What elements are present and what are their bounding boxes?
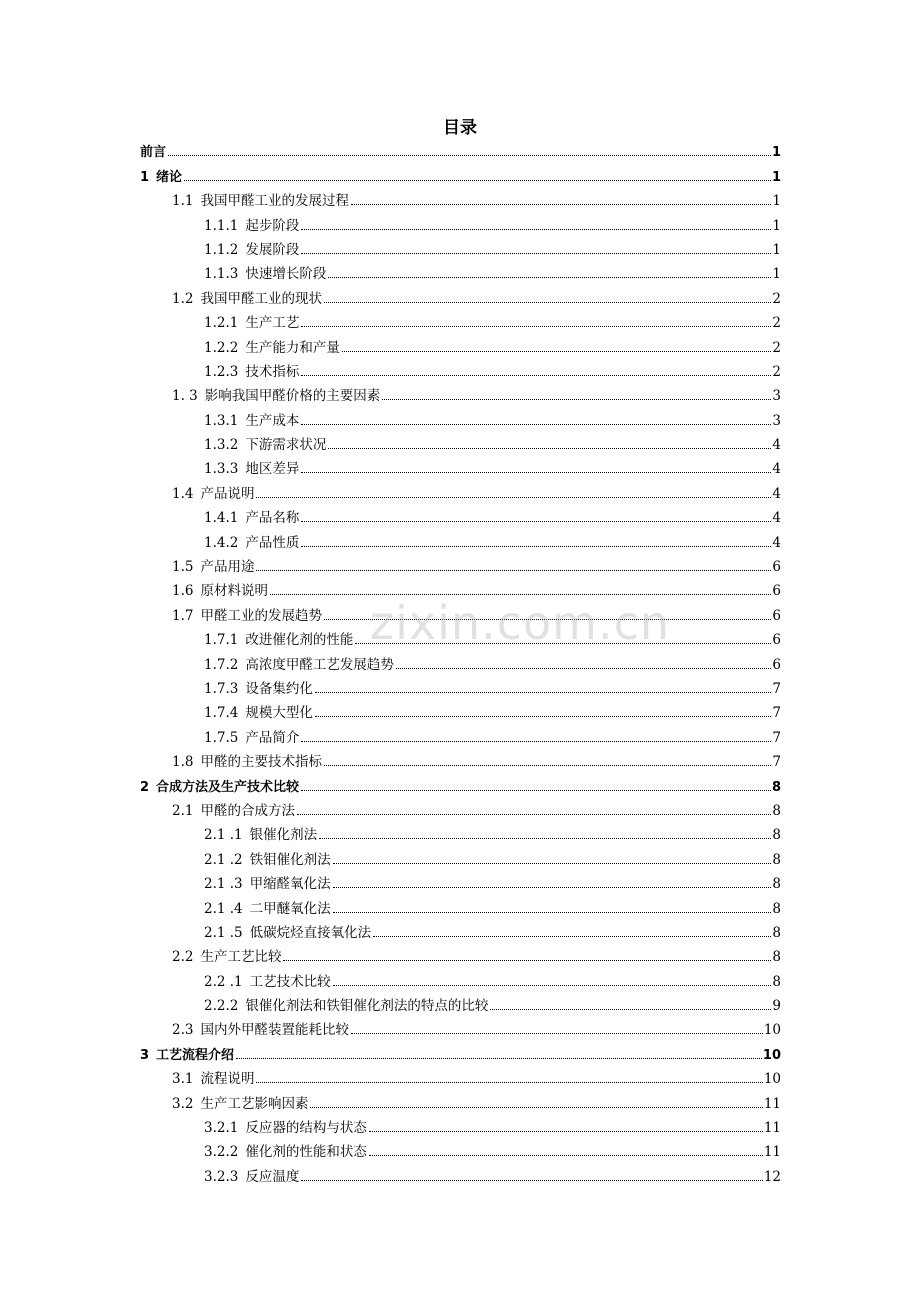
dot-leader bbox=[351, 1032, 763, 1034]
toc-entry-title: 甲醛的主要技术指标 bbox=[200, 754, 322, 771]
dot-leader bbox=[328, 276, 771, 278]
toc-entry-title: 产品说明 bbox=[200, 485, 255, 502]
toc-entry-title: 国内外甲醛装置能耗比较 bbox=[200, 1022, 349, 1039]
toc-entry-title: 生产成本 bbox=[245, 412, 300, 429]
toc-entry-number: 1.4.1 bbox=[204, 510, 239, 527]
toc-entry-page: 8 bbox=[772, 802, 781, 819]
toc-entry[interactable] bbox=[140, 331, 781, 355]
toc-entry-number: 1.7.1 bbox=[204, 632, 239, 649]
toc-entry-page: 6 bbox=[772, 656, 781, 673]
toc-entry-number: 1.4.2 bbox=[204, 534, 239, 551]
dot-leader bbox=[184, 179, 771, 181]
dot-leader bbox=[297, 813, 771, 815]
dot-leader bbox=[333, 862, 772, 864]
toc-entry-title: 反应器的结构与状态 bbox=[245, 1120, 367, 1137]
dot-leader bbox=[301, 520, 771, 522]
toc-entry-number: 1.2.1 bbox=[204, 315, 239, 332]
toc-entry-number: 3.2.2 bbox=[204, 1144, 239, 1161]
dot-leader bbox=[301, 1179, 762, 1181]
toc-entry[interactable] bbox=[140, 868, 781, 892]
toc-entry-title: 低碳烷烃直接氧化法 bbox=[249, 924, 372, 941]
toc-entry-page: 10 bbox=[763, 1071, 781, 1088]
dot-leader bbox=[351, 203, 771, 205]
toc-entry-number: 1.7.2 bbox=[204, 656, 239, 673]
toc-entry-page: 2 bbox=[772, 339, 781, 356]
dot-leader bbox=[333, 886, 772, 888]
dot-leader bbox=[333, 911, 772, 913]
toc-entry[interactable] bbox=[140, 307, 781, 331]
toc-entry-number: 3.1 bbox=[172, 1071, 194, 1088]
toc-entry-page: 4 bbox=[772, 437, 781, 454]
toc-entry-page: 4 bbox=[772, 534, 781, 551]
toc-entry-number: 1.1 bbox=[172, 193, 194, 210]
toc-entry-page: 11 bbox=[763, 1120, 781, 1137]
toc-entry-page: 1 bbox=[771, 169, 781, 185]
toc-entry-number: 1.1.3 bbox=[204, 266, 239, 283]
dot-leader bbox=[319, 837, 771, 839]
toc-entry-number: 2.1 .2 bbox=[204, 851, 243, 868]
table-of-contents bbox=[140, 136, 781, 1185]
toc-entry[interactable] bbox=[140, 258, 781, 282]
toc-entry[interactable] bbox=[140, 697, 781, 721]
toc-entry[interactable] bbox=[140, 1160, 781, 1184]
toc-entry[interactable] bbox=[140, 917, 781, 941]
toc-entry-number: 2.1 .1 bbox=[204, 827, 243, 844]
toc-entry[interactable] bbox=[140, 380, 781, 404]
dot-leader bbox=[369, 1154, 763, 1156]
toc-entry-title: 改进催化剂的性能 bbox=[245, 632, 354, 649]
toc-entry-number: 2.2 .1 bbox=[204, 973, 243, 990]
toc-entry[interactable] bbox=[140, 941, 781, 965]
toc-entry-title: 地区差异 bbox=[245, 461, 300, 478]
toc-entry-title: 甲醛工业的发展趋势 bbox=[200, 607, 322, 624]
dot-leader bbox=[256, 496, 771, 498]
toc-entry-title: 合成方法及生产技术比较 bbox=[156, 779, 300, 795]
toc-entry-page: 2 bbox=[772, 363, 781, 380]
toc-entry[interactable] bbox=[140, 1087, 781, 1111]
toc-entry-page: 8 bbox=[772, 876, 781, 893]
watermark: zixin.com.cn bbox=[370, 596, 671, 650]
toc-entry-number: 1.2.2 bbox=[204, 339, 239, 356]
toc-entry[interactable] bbox=[140, 746, 781, 770]
toc-entry-number: 1.7.3 bbox=[204, 680, 239, 697]
toc-entry-page: 12 bbox=[763, 1168, 781, 1185]
toc-entry-title: 发展阶段 bbox=[245, 241, 300, 258]
toc-entry-page: 3 bbox=[772, 412, 781, 429]
toc-entry[interactable] bbox=[140, 721, 781, 745]
dot-leader bbox=[324, 764, 771, 766]
toc-entry-title: 生产工艺影响因素 bbox=[200, 1095, 309, 1112]
toc-entry[interactable] bbox=[140, 160, 781, 184]
toc-entry[interactable] bbox=[140, 648, 781, 672]
toc-entry-title: 原材料说明 bbox=[200, 583, 268, 600]
dot-leader bbox=[373, 935, 771, 937]
toc-entry-number: 1.8 bbox=[172, 754, 194, 771]
toc-entry-page: 8 bbox=[771, 779, 781, 795]
dot-leader bbox=[315, 691, 772, 693]
toc-entry-page: 4 bbox=[772, 461, 781, 478]
toc-entry[interactable] bbox=[140, 356, 781, 380]
toc-entry[interactable] bbox=[140, 965, 781, 989]
dot-leader bbox=[256, 1081, 762, 1083]
toc-entry[interactable] bbox=[140, 1136, 781, 1160]
toc-entry[interactable] bbox=[140, 892, 781, 916]
toc-entry-title: 催化剂的性能和状态 bbox=[245, 1144, 367, 1161]
toc-entry-page: 2 bbox=[772, 315, 781, 332]
toc-entry-page: 6 bbox=[772, 583, 781, 600]
toc-entry-page: 1 bbox=[772, 266, 781, 283]
toc-entry-number: 2.1 bbox=[172, 802, 194, 819]
toc-entry-page: 6 bbox=[772, 559, 781, 576]
toc-entry-title: 生产能力和产量 bbox=[245, 339, 340, 356]
toc-entry-title: 银催化剂法和铁钼催化剂法的特点的比较 bbox=[245, 998, 489, 1015]
toc-entry[interactable] bbox=[140, 282, 781, 306]
toc-entry-number: 2.1 .4 bbox=[204, 900, 243, 917]
toc-entry[interactable] bbox=[140, 551, 781, 575]
toc-entry-title: 前言 bbox=[140, 145, 167, 161]
toc-entry[interactable] bbox=[140, 234, 781, 258]
toc-entry-number: 1.6 bbox=[172, 583, 194, 600]
toc-entry-title: 铁钼催化剂法 bbox=[249, 851, 331, 868]
toc-entry-number: 1.4 bbox=[172, 485, 194, 502]
toc-entry[interactable] bbox=[140, 1014, 781, 1038]
toc-entry-page: 8 bbox=[772, 900, 781, 917]
toc-entry-page: 10 bbox=[763, 1022, 781, 1039]
toc-entry-title: 绪论 bbox=[156, 169, 183, 185]
toc-entry-number: 3 bbox=[140, 1047, 150, 1063]
toc-entry-title: 我国甲醛工业的现状 bbox=[200, 290, 322, 307]
toc-entry-title: 快速增长阶段 bbox=[245, 266, 327, 283]
toc-entry-page: 1 bbox=[772, 217, 781, 234]
toc-entry[interactable] bbox=[140, 453, 781, 477]
toc-entry-page: 6 bbox=[772, 632, 781, 649]
toc-entry-number: 2.1 .5 bbox=[204, 924, 243, 941]
toc-entry-title: 影响我国甲醛价格的主要因素 bbox=[204, 388, 381, 405]
dot-leader bbox=[315, 715, 772, 717]
toc-entry-number: 1.2.3 bbox=[204, 363, 239, 380]
toc-entry-number: 1.2 bbox=[172, 290, 194, 307]
toc-entry-number: 1.7 bbox=[172, 607, 194, 624]
toc-entry-page: 7 bbox=[772, 729, 781, 746]
dot-leader bbox=[490, 1008, 771, 1010]
toc-entry-number: 2.1 .3 bbox=[204, 876, 243, 893]
toc-entry-number: 1.7.5 bbox=[204, 729, 239, 746]
toc-entry[interactable] bbox=[140, 502, 781, 526]
dot-leader bbox=[301, 471, 771, 473]
toc-title: 目录 bbox=[443, 118, 477, 138]
dot-leader bbox=[301, 325, 771, 327]
dot-leader bbox=[301, 228, 771, 230]
dot-leader bbox=[301, 374, 771, 376]
toc-entry-number: 3.2 bbox=[172, 1095, 194, 1112]
toc-entry[interactable] bbox=[140, 770, 781, 794]
toc-entry-number: 1.1.1 bbox=[204, 217, 239, 234]
dot-leader bbox=[396, 667, 772, 669]
toc-entry[interactable] bbox=[140, 1063, 781, 1087]
toc-entry-number: 1.5 bbox=[172, 559, 194, 576]
toc-entry-number: 1.3.2 bbox=[204, 437, 239, 454]
toc-entry-number: 1. 3 bbox=[172, 388, 198, 405]
dot-leader bbox=[301, 789, 771, 791]
dot-leader bbox=[236, 1057, 762, 1059]
toc-entry[interactable] bbox=[140, 843, 781, 867]
toc-entry[interactable] bbox=[140, 185, 781, 209]
toc-entry-page: 8 bbox=[772, 949, 781, 966]
toc-entry-number: 3.2.1 bbox=[204, 1120, 239, 1137]
toc-entry[interactable] bbox=[140, 795, 781, 819]
toc-entry-title: 规模大型化 bbox=[245, 705, 313, 722]
toc-entry-title: 高浓度甲醛工艺发展趋势 bbox=[245, 656, 394, 673]
toc-entry-page: 1 bbox=[771, 145, 781, 161]
toc-entry[interactable] bbox=[140, 1038, 781, 1062]
toc-entry-title: 我国甲醛工业的发展过程 bbox=[200, 193, 349, 210]
toc-entry-number: 1.1.2 bbox=[204, 241, 239, 258]
toc-entry-title: 工艺流程介绍 bbox=[156, 1047, 235, 1063]
toc-entry-title: 生产工艺 bbox=[245, 315, 300, 332]
toc-entry-number: 2.2 bbox=[172, 949, 194, 966]
toc-entry-page: 7 bbox=[772, 754, 781, 771]
toc-entry[interactable] bbox=[140, 136, 781, 160]
toc-entry-title: 设备集约化 bbox=[245, 680, 313, 697]
toc-entry-title: 下游需求状况 bbox=[245, 437, 327, 454]
dot-leader bbox=[369, 1130, 763, 1132]
toc-entry[interactable] bbox=[140, 819, 781, 843]
toc-entry-page: 8 bbox=[772, 924, 781, 941]
toc-entry-page: 1 bbox=[772, 193, 781, 210]
toc-entry-number: 3.2.3 bbox=[204, 1168, 239, 1185]
toc-entry-number: 1.7.4 bbox=[204, 705, 239, 722]
toc-entry-number: 2 bbox=[140, 779, 150, 795]
toc-entry-number: 2.3 bbox=[172, 1022, 194, 1039]
dot-leader bbox=[301, 252, 771, 254]
toc-entry[interactable] bbox=[140, 429, 781, 453]
toc-entry-title: 产品用途 bbox=[200, 559, 255, 576]
dot-leader bbox=[301, 740, 771, 742]
toc-entry[interactable] bbox=[140, 526, 781, 550]
toc-entry-title: 反应温度 bbox=[245, 1168, 300, 1185]
toc-entry-title: 二甲醚氧化法 bbox=[249, 900, 331, 917]
dot-leader bbox=[256, 569, 771, 571]
toc-entry-title: 起步阶段 bbox=[245, 217, 300, 234]
toc-entry-page: 11 bbox=[763, 1095, 781, 1112]
toc-entry-title: 产品名称 bbox=[245, 510, 300, 527]
toc-entry-page: 4 bbox=[772, 485, 781, 502]
toc-entry-page: 7 bbox=[772, 680, 781, 697]
dot-leader bbox=[301, 545, 771, 547]
toc-entry-page: 4 bbox=[772, 510, 781, 527]
toc-entry-title: 产品简介 bbox=[245, 729, 300, 746]
dot-leader bbox=[301, 423, 771, 425]
toc-entry[interactable] bbox=[140, 673, 781, 697]
toc-entry[interactable] bbox=[140, 404, 781, 428]
toc-entry-page: 1 bbox=[772, 241, 781, 258]
toc-entry-title: 甲醛的合成方法 bbox=[200, 802, 295, 819]
toc-entry[interactable] bbox=[140, 477, 781, 501]
toc-entry-number: 1.3.3 bbox=[204, 461, 239, 478]
toc-entry-page: 2 bbox=[772, 290, 781, 307]
toc-entry-page: 3 bbox=[772, 388, 781, 405]
toc-entry-title: 生产工艺比较 bbox=[200, 949, 282, 966]
toc-entry-number: 2.2.2 bbox=[204, 998, 239, 1015]
dot-leader bbox=[310, 1106, 762, 1108]
toc-entry-title: 工艺技术比较 bbox=[249, 973, 331, 990]
toc-entry-title: 甲缩醛氧化法 bbox=[249, 876, 331, 893]
dot-leader bbox=[382, 398, 771, 400]
toc-entry-page: 10 bbox=[762, 1047, 781, 1063]
toc-entry-title: 流程说明 bbox=[200, 1071, 255, 1088]
toc-entry-page: 8 bbox=[772, 851, 781, 868]
toc-entry-page: 7 bbox=[772, 705, 781, 722]
toc-entry-page: 6 bbox=[772, 607, 781, 624]
toc-entry-title: 产品性质 bbox=[245, 534, 300, 551]
toc-entry[interactable] bbox=[140, 990, 781, 1014]
toc-entry-page: 8 bbox=[772, 973, 781, 990]
toc-entry[interactable] bbox=[140, 1112, 781, 1136]
toc-entry-page: 9 bbox=[772, 998, 781, 1015]
toc-entry-number: 1 bbox=[140, 169, 150, 185]
toc-entry-title: 银催化剂法 bbox=[249, 827, 318, 844]
dot-leader bbox=[283, 959, 771, 961]
dot-leader bbox=[168, 154, 771, 156]
toc-entry-page: 11 bbox=[763, 1144, 781, 1161]
toc-entry[interactable] bbox=[140, 209, 781, 233]
toc-entry-page: 8 bbox=[772, 827, 781, 844]
dot-leader bbox=[328, 447, 771, 449]
dot-leader bbox=[333, 984, 772, 986]
toc-entry-title: 技术指标 bbox=[245, 363, 300, 380]
dot-leader bbox=[324, 301, 771, 303]
toc-entry-number: 1.3.1 bbox=[204, 412, 239, 429]
dot-leader bbox=[342, 350, 772, 352]
